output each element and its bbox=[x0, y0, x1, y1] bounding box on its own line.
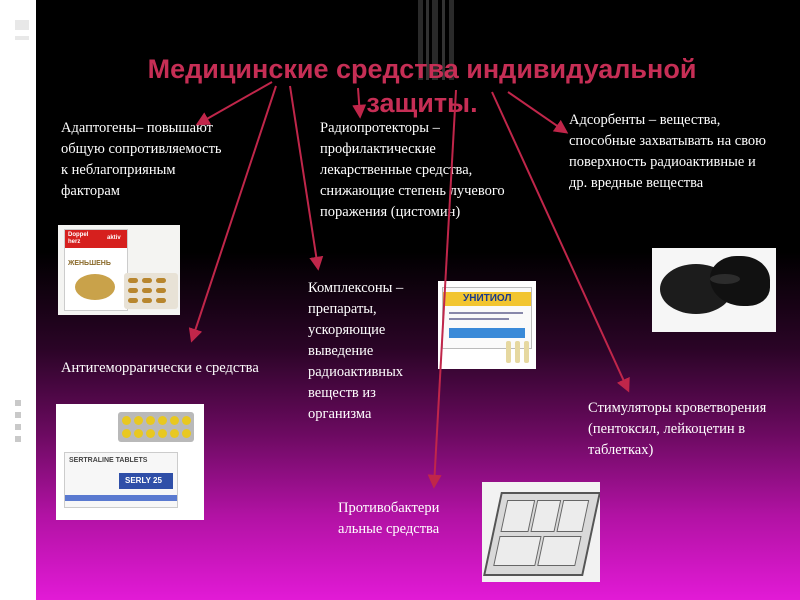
unitiol-label: УНИТИОЛ bbox=[463, 293, 512, 304]
adaptogens-text: Адаптогены– повышают общую сопротивляемость к неблагоприяным факторам bbox=[61, 120, 222, 199]
charcoal-photo bbox=[652, 248, 776, 332]
sertraline-photo bbox=[56, 404, 204, 520]
ginseng-box bbox=[64, 229, 128, 311]
ampoules bbox=[504, 341, 532, 365]
slide-title: Медицинские средства индивидуальной защиты. bbox=[147, 54, 697, 118]
sertraline-label: SERTRALINE TABLETS bbox=[69, 457, 148, 464]
doppelherz-product-label: ЖЕНЬШЕНЬ bbox=[68, 260, 111, 267]
slide bbox=[36, 0, 800, 600]
unitiol-photo bbox=[438, 281, 536, 369]
complexones-text: Комплексоны – препараты, ускоряющие выведение радиоактивных веществ из организма bbox=[308, 280, 404, 422]
ginseng-product-photo bbox=[58, 225, 180, 315]
radioprotectors-text: Радиопротекторы – профилактические лекарственные средства, снижающие степень лучевого поражения (цистомин) bbox=[320, 120, 505, 220]
capsule-blister bbox=[124, 273, 178, 309]
doppelherz-brand-label: Doppel herz bbox=[68, 232, 89, 245]
stimulators-text: Стимуляторы кроветворения (пентоксил, лейкоцетин в таблетках) bbox=[588, 400, 767, 458]
unitiol-box bbox=[442, 287, 532, 349]
kit-case bbox=[483, 492, 600, 576]
first-aid-kit-photo bbox=[482, 482, 600, 582]
antihemorrhagic-text: Антигеморрагически е средства bbox=[61, 360, 259, 376]
antibacterial-text: Противобактери альные средства bbox=[338, 500, 440, 537]
tablet-blister bbox=[118, 412, 194, 442]
adsorbents-text: Адсорбенты – вещества, способные захватывать на свою поверхность радиоактивные и др. вредные вещества bbox=[569, 112, 767, 191]
doppelherz-variant-label: aktiv bbox=[107, 235, 121, 241]
sertraline-brand: SERLY 25 bbox=[125, 476, 162, 485]
sertraline-box bbox=[64, 452, 178, 508]
